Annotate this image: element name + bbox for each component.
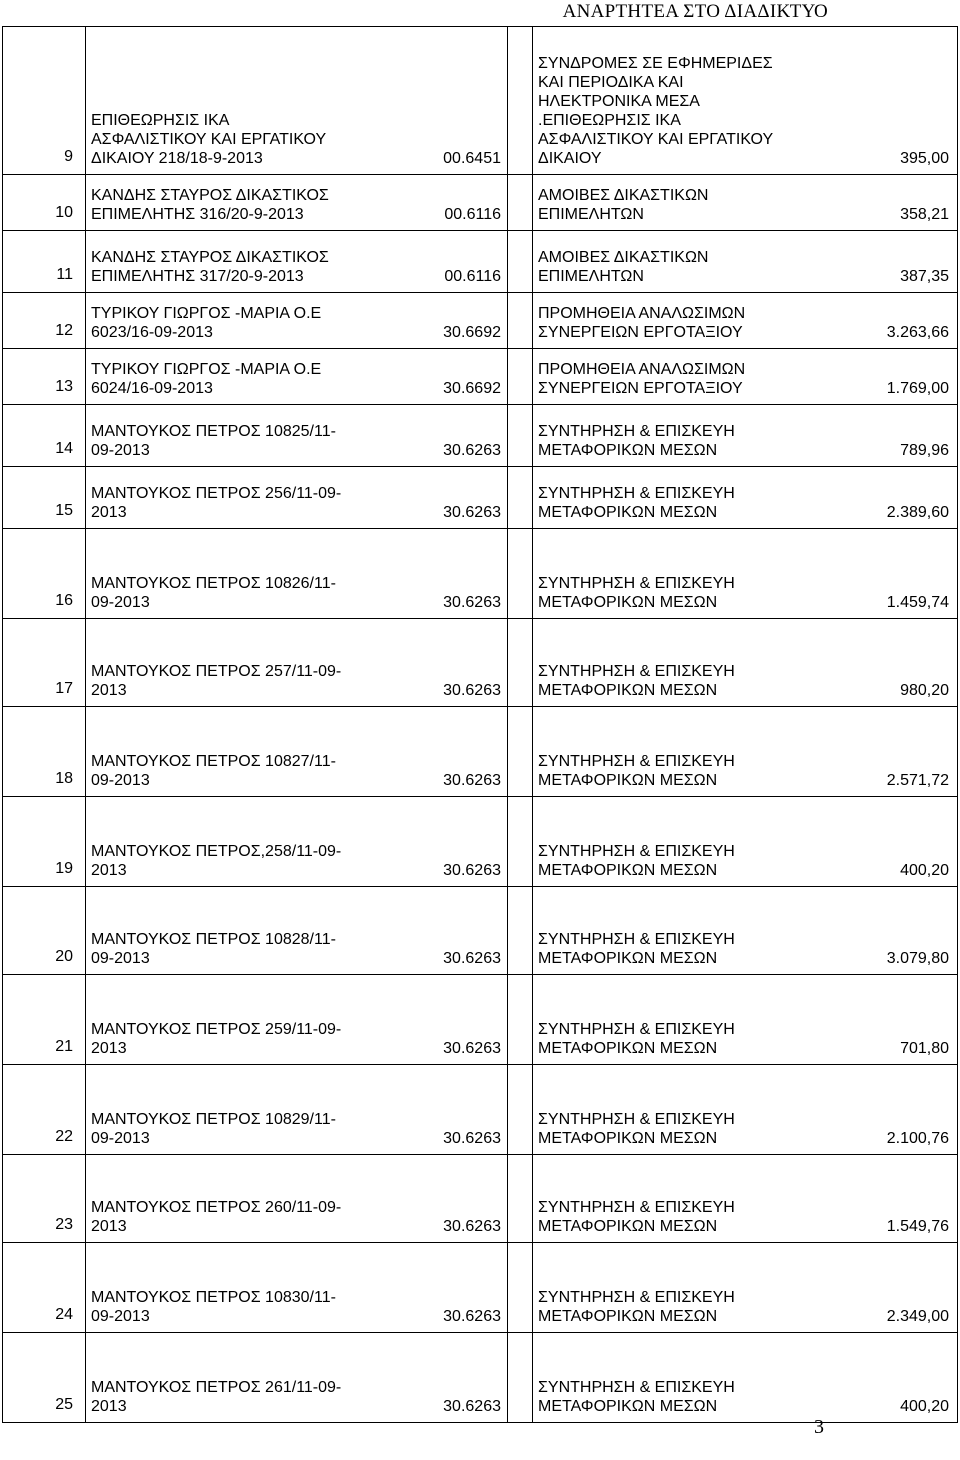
party-cell <box>86 797 508 887</box>
row-number: 21 <box>3 975 86 1065</box>
description-text: ΣΥΝΤΗΡΗΣΗ & ΕΠΙΣΚΕΥΗ ΜΕΤΑΦΟΡΙΚΩΝ ΜΕΣΩΝ <box>538 1199 735 1235</box>
amount-value: 1.549,76 <box>886 1218 949 1235</box>
amount-value: 2.571,72 <box>886 772 949 789</box>
party-text: ΜΑΝΤΟΥΚΟΣ ΠΕΤΡΟΣ 10829/11- 09-2013 <box>91 1111 336 1147</box>
party-text: ΜΑΝΤΟΥΚΟΣ ΠΕΤΡΟΣ 261/11-09- 2013 <box>91 1379 342 1415</box>
table-row <box>3 405 958 467</box>
party-text: ΜΑΝΤΟΥΚΟΣ ΠΕΤΡΟΣ 259/11-09- 2013 <box>91 1021 342 1057</box>
row-number: 11 <box>3 231 86 293</box>
party-text: ΚΑΝΔΗΣ ΣΤΑΥΡΟΣ ΔΙΚΑΣΤΙΚΟΣ ΕΠΙΜΕΛΗΤΗΣ 317/20-9-2013 <box>91 249 329 285</box>
description-text: ΣΥΝΤΗΡΗΣΗ & ΕΠΙΣΚΕΥΗ ΜΕΤΑΦΟΡΙΚΩΝ ΜΕΣΩΝ <box>538 843 735 879</box>
spacer-cell <box>508 619 533 707</box>
party-cell <box>86 707 508 797</box>
description-cell <box>533 1065 958 1155</box>
description-cell <box>533 293 958 349</box>
description-text: ΣΥΝΤΗΡΗΣΗ & ΕΠΙΣΚΕΥΗ ΜΕΤΑΦΟΡΙΚΩΝ ΜΕΣΩΝ <box>538 1021 735 1057</box>
table-row <box>3 293 958 349</box>
spacer-cell <box>508 405 533 467</box>
spacer-cell <box>508 707 533 797</box>
amount-value: 2.349,00 <box>886 1308 949 1325</box>
party-text: ΜΑΝΤΟΥΚΟΣ ΠΕΤΡΟΣ 10828/11- 09-2013 <box>91 931 336 967</box>
row-number: 18 <box>3 707 86 797</box>
table-row <box>3 231 958 293</box>
description-cell <box>533 405 958 467</box>
amount-value: 789,96 <box>900 442 949 459</box>
party-cell <box>86 1333 508 1423</box>
party-cell <box>86 349 508 405</box>
table-row <box>3 1243 958 1333</box>
party-text: ΤΥΡΙΚΟΥ ΓΙΩΡΓΟΣ -ΜΑΡΙΑ Ο.Ε 6024/16-09-2013 <box>91 361 322 397</box>
description-text: ΣΥΝΤΗΡΗΣΗ & ΕΠΙΣΚΕΥΗ ΜΕΤΑΦΟΡΙΚΩΝ ΜΕΣΩΝ <box>538 1111 735 1147</box>
account-code: 30.6263 <box>443 504 501 521</box>
description-cell <box>533 975 958 1065</box>
spacer-cell <box>508 797 533 887</box>
row-number: 13 <box>3 349 86 405</box>
table-row <box>3 175 958 231</box>
party-cell <box>86 619 508 707</box>
row-number: 22 <box>3 1065 86 1155</box>
amount-value: 701,80 <box>900 1040 949 1057</box>
table-row <box>3 1155 958 1243</box>
table-row <box>3 975 958 1065</box>
table-row <box>3 467 958 529</box>
description-cell <box>533 797 958 887</box>
party-text: ΜΑΝΤΟΥΚΟΣ ΠΕΤΡΟΣ 257/11-09- 2013 <box>91 663 342 699</box>
description-text: ΣΥΝΤΗΡΗΣΗ & ΕΠΙΣΚΕΥΗ ΜΕΤΑΦΟΡΙΚΩΝ ΜΕΣΩΝ <box>538 575 735 611</box>
spacer-cell <box>508 529 533 619</box>
description-text: ΣΥΝΤΗΡΗΣΗ & ΕΠΙΣΚΕΥΗ ΜΕΤΑΦΟΡΙΚΩΝ ΜΕΣΩΝ <box>538 931 735 967</box>
party-text: ΜΑΝΤΟΥΚΟΣ ΠΕΤΡΟΣ 10830/11- 09-2013 <box>91 1289 336 1325</box>
description-cell <box>533 529 958 619</box>
party-cell <box>86 293 508 349</box>
party-text: ΜΑΝΤΟΥΚΟΣ ΠΕΤΡΟΣ 10825/11- 09-2013 <box>91 423 336 459</box>
spacer-cell <box>508 1243 533 1333</box>
party-text: ΜΑΝΤΟΥΚΟΣ ΠΕΤΡΟΣ 10827/11- 09-2013 <box>91 753 336 789</box>
amount-value: 3.079,80 <box>886 950 949 967</box>
account-code: 00.6116 <box>444 268 501 285</box>
amount-value: 1.459,74 <box>886 594 949 611</box>
table-row <box>3 1065 958 1155</box>
account-code: 30.6692 <box>443 324 501 341</box>
account-code: 00.6116 <box>444 206 501 223</box>
account-code: 30.6263 <box>443 594 501 611</box>
account-code: 30.6263 <box>443 1130 501 1147</box>
party-cell <box>86 887 508 975</box>
description-text: ΣΥΝΤΗΡΗΣΗ & ΕΠΙΣΚΕΥΗ ΜΕΤΑΦΟΡΙΚΩΝ ΜΕΣΩΝ <box>538 423 735 459</box>
party-cell <box>86 529 508 619</box>
account-code: 30.6263 <box>443 950 501 967</box>
description-text: ΣΥΝΤΗΡΗΣΗ & ΕΠΙΣΚΕΥΗ ΜΕΤΑΦΟΡΙΚΩΝ ΜΕΣΩΝ <box>538 485 735 521</box>
account-code: 30.6263 <box>443 682 501 699</box>
description-text: ΠΡΟΜΗΘΕΙΑ ΑΝΑΛΩΣΙΜΩΝ ΣΥΝΕΡΓΕΙΩΝ ΕΡΓΟΤΑΞΙΟΥ <box>538 305 746 341</box>
description-text: ΣΥΝΤΗΡΗΣΗ & ΕΠΙΣΚΕΥΗ ΜΕΤΑΦΟΡΙΚΩΝ ΜΕΣΩΝ <box>538 753 735 789</box>
party-cell <box>86 1243 508 1333</box>
spacer-cell <box>508 293 533 349</box>
description-text: ΠΡΟΜΗΘΕΙΑ ΑΝΑΛΩΣΙΜΩΝ ΣΥΝΕΡΓΕΙΩΝ ΕΡΓΟΤΑΞΙΟΥ <box>538 361 746 397</box>
description-cell <box>533 467 958 529</box>
table-row <box>3 349 958 405</box>
table-row <box>3 1333 958 1423</box>
account-code: 30.6692 <box>443 380 501 397</box>
table-row <box>3 797 958 887</box>
row-number: 15 <box>3 467 86 529</box>
page-header-title: ΑΝΑΡΤΗΤΕΑ ΣΤΟ ΔΙΑΔΙΚΤΥΟ <box>562 1 828 22</box>
amount-value: 400,20 <box>900 862 949 879</box>
amount-value: 387,35 <box>900 268 949 285</box>
party-text: ΜΑΝΤΟΥΚΟΣ ΠΕΤΡΟΣ 10826/11- 09-2013 <box>91 575 336 611</box>
amount-value: 358,21 <box>900 206 949 223</box>
party-text: ΚΑΝΔΗΣ ΣΤΑΥΡΟΣ ΔΙΚΑΣΤΙΚΟΣ ΕΠΙΜΕΛΗΤΗΣ 316/20-9-2013 <box>91 187 329 223</box>
row-number: 10 <box>3 175 86 231</box>
account-code: 30.6263 <box>443 1218 501 1235</box>
spacer-cell <box>508 349 533 405</box>
description-text: ΣΥΝΔΡΟΜΕΣ ΣΕ ΕΦΗΜΕΡΙΔΕΣ ΚΑΙ ΠΕΡΙΟΔΙΚΑ ΚΑΙ ΗΛΕΚΤΡΟΝΙΚΑ ΜΕΣΑ .ΕΠΙΘΕΩΡΗΣΙΣ ΙΚΑ ΑΣΦΑΛΙΣΤΙΚΟΥ ΚΑΙ ΕΡΓΑΤΙΚΟΥ ΔΙΚΑΙΟΥ <box>538 55 774 167</box>
party-text: ΕΠΙΘΕΩΡΗΣΙΣ ΙΚΑ ΑΣΦΑΛΙΣΤΙΚΟΥ ΚΑΙ ΕΡΓΑΤΙΚΟΥ ΔΙΚΑΙΟΥ 218/18-9-2013 <box>91 112 327 167</box>
party-cell <box>86 231 508 293</box>
amount-value: 980,20 <box>900 682 949 699</box>
description-text: ΣΥΝΤΗΡΗΣΗ & ΕΠΙΣΚΕΥΗ ΜΕΤΑΦΟΡΙΚΩΝ ΜΕΣΩΝ <box>538 663 735 699</box>
table-row <box>3 619 958 707</box>
amount-value: 3.263,66 <box>886 324 949 341</box>
row-number: 23 <box>3 1155 86 1243</box>
party-cell <box>86 27 508 175</box>
party-text: ΤΥΡΙΚΟΥ ΓΙΩΡΓΟΣ -ΜΑΡΙΑ Ο.Ε 6023/16-09-2013 <box>91 305 322 341</box>
description-cell <box>533 349 958 405</box>
amount-value: 400,20 <box>900 1398 949 1415</box>
party-cell <box>86 405 508 467</box>
spacer-cell <box>508 1065 533 1155</box>
row-number: 9 <box>3 27 86 175</box>
description-text: ΣΥΝΤΗΡΗΣΗ & ΕΠΙΣΚΕΥΗ ΜΕΤΑΦΟΡΙΚΩΝ ΜΕΣΩΝ <box>538 1379 735 1415</box>
amount-value: 1.769,00 <box>886 380 949 397</box>
account-code: 30.6263 <box>443 772 501 789</box>
account-code: 30.6263 <box>443 1308 501 1325</box>
description-cell <box>533 231 958 293</box>
description-cell <box>533 1333 958 1423</box>
page-number: 3 <box>814 1416 824 1438</box>
table-row <box>3 27 958 175</box>
party-cell <box>86 1065 508 1155</box>
table-row <box>3 887 958 975</box>
description-text: ΣΥΝΤΗΡΗΣΗ & ΕΠΙΣΚΕΥΗ ΜΕΤΑΦΟΡΙΚΩΝ ΜΕΣΩΝ <box>538 1289 735 1325</box>
ledger-body <box>3 27 958 1423</box>
amount-value: 395,00 <box>900 150 949 167</box>
row-number: 25 <box>3 1333 86 1423</box>
description-text: ΑΜΟΙΒΕΣ ΔΙΚΑΣΤΙΚΩΝ ΕΠΙΜΕΛΗΤΩΝ <box>538 187 709 223</box>
description-cell <box>533 887 958 975</box>
amount-value: 2.389,60 <box>886 504 949 521</box>
description-cell <box>533 619 958 707</box>
spacer-cell <box>508 467 533 529</box>
party-text: ΜΑΝΤΟΥΚΟΣ ΠΕΤΡΟΣ 260/11-09- 2013 <box>91 1199 342 1235</box>
account-code: 00.6451 <box>443 150 501 167</box>
row-number: 20 <box>3 887 86 975</box>
description-cell <box>533 1155 958 1243</box>
account-code: 30.6263 <box>443 1040 501 1057</box>
description-cell <box>533 1243 958 1333</box>
party-cell <box>86 975 508 1065</box>
account-code: 30.6263 <box>443 862 501 879</box>
party-text: ΜΑΝΤΟΥΚΟΣ ΠΕΤΡΟΣ,258/11-09- 2013 <box>91 843 342 879</box>
row-number: 14 <box>3 405 86 467</box>
table-row <box>3 707 958 797</box>
spacer-cell <box>508 231 533 293</box>
expense-ledger-table <box>2 26 958 1423</box>
row-number: 19 <box>3 797 86 887</box>
party-cell <box>86 467 508 529</box>
row-number: 17 <box>3 619 86 707</box>
table-row <box>3 529 958 619</box>
spacer-cell <box>508 1333 533 1423</box>
description-cell <box>533 175 958 231</box>
account-code: 30.6263 <box>443 442 501 459</box>
party-text: ΜΑΝΤΟΥΚΟΣ ΠΕΤΡΟΣ 256/11-09- 2013 <box>91 485 342 521</box>
row-number: 24 <box>3 1243 86 1333</box>
spacer-cell <box>508 887 533 975</box>
description-cell <box>533 27 958 175</box>
row-number: 16 <box>3 529 86 619</box>
amount-value: 2.100,76 <box>886 1130 949 1147</box>
spacer-cell <box>508 27 533 175</box>
spacer-cell <box>508 1155 533 1243</box>
description-text: ΑΜΟΙΒΕΣ ΔΙΚΑΣΤΙΚΩΝ ΕΠΙΜΕΛΗΤΩΝ <box>538 249 709 285</box>
description-cell <box>533 707 958 797</box>
account-code: 30.6263 <box>443 1398 501 1415</box>
party-cell <box>86 175 508 231</box>
row-number: 12 <box>3 293 86 349</box>
party-cell <box>86 1155 508 1243</box>
spacer-cell <box>508 175 533 231</box>
spacer-cell <box>508 975 533 1065</box>
